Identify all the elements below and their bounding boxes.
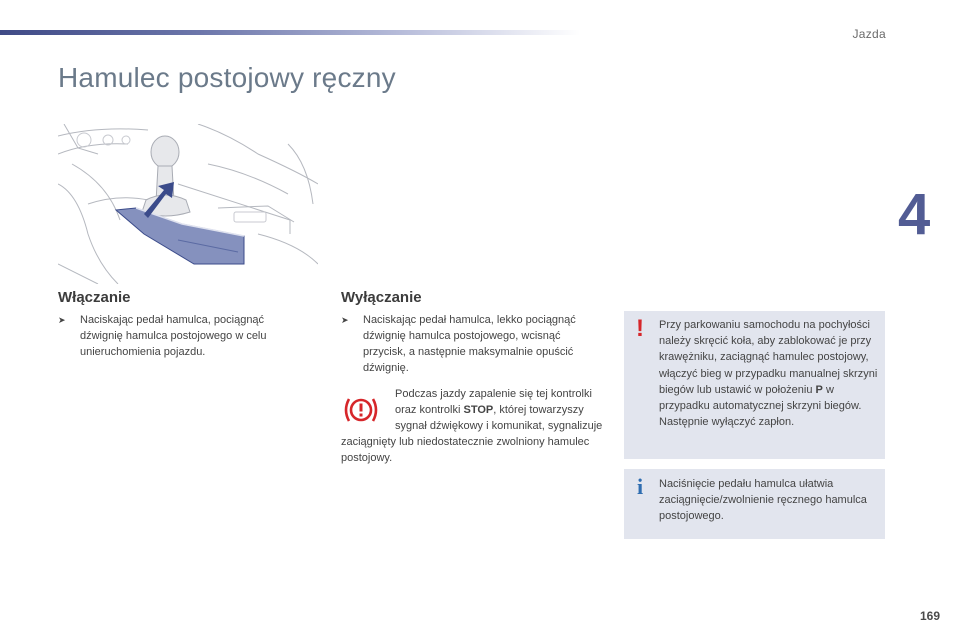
info-icon: i <box>636 474 644 499</box>
warning-text-before: Podczas jazdy zapalenie się tej kontrolki oraz kontrolki <box>395 388 592 416</box>
stop-label: STOP <box>463 404 494 416</box>
info-text: Naciśnięcie pedału hamulca ułatwia zaciągnięcie/zwolnienie ręcznego hamulca postojowego. <box>659 478 867 523</box>
releasing-instruction-text: Naciskając pedał hamulca, lekko pociągnąć dźwignię hamulca postojowego, wcisnąć przycisk, a następnie maksymalnie opuścić dźwignię. <box>363 314 576 374</box>
engaging-instruction <box>58 312 294 360</box>
exclamation-icon: ! <box>636 315 644 342</box>
brake-info-box <box>624 469 885 539</box>
brake-warning-notice <box>341 386 603 466</box>
bullet-arrow-icon: ➤ <box>341 315 349 325</box>
gear-position-p: P <box>815 383 823 396</box>
header-gradient-bar <box>0 30 580 35</box>
releasing-heading: Wyłączanie <box>341 289 422 306</box>
engaging-heading: Włączanie <box>58 289 131 306</box>
page-number: 169 <box>919 609 940 623</box>
releasing-instruction <box>341 312 603 376</box>
engaging-instruction-text: Naciskając pedał hamulca, pociągnąć dźwignię hamulca postojowego w celu unieruchomienia pojazdu. <box>80 314 267 358</box>
parking-caution-box <box>624 311 885 459</box>
parking-brake-illustration <box>58 124 318 284</box>
page-title: Hamulec postojowy ręczny <box>58 62 396 93</box>
caution-text <box>624 311 885 430</box>
caution-text-before: Przy parkowaniu samochodu na pochyłości należy skręcić koła, aby zablokować je przy krawężniku, zaciągnąć hamulec postojowy, włączyć bieg w przypadku manualnej skrzyni biegów lub ustawić w położeniu <box>659 319 878 396</box>
bullet-arrow-icon: ➤ <box>58 315 66 325</box>
section-label: Jazda <box>852 27 886 41</box>
chapter-number: 4 <box>898 182 931 247</box>
caution-text-after: w przypadku automatycznej skrzyni biegów. Następnie wyłączyć zapłon. <box>659 383 862 429</box>
brake-warning-light-icon <box>341 394 389 434</box>
warning-text-after: , której towarzyszy sygnał dźwiękowy i komunikat, sygnalizuje zaciągnięty lub niedostatecznie zwolniony hamulec postojowy. <box>341 404 603 464</box>
